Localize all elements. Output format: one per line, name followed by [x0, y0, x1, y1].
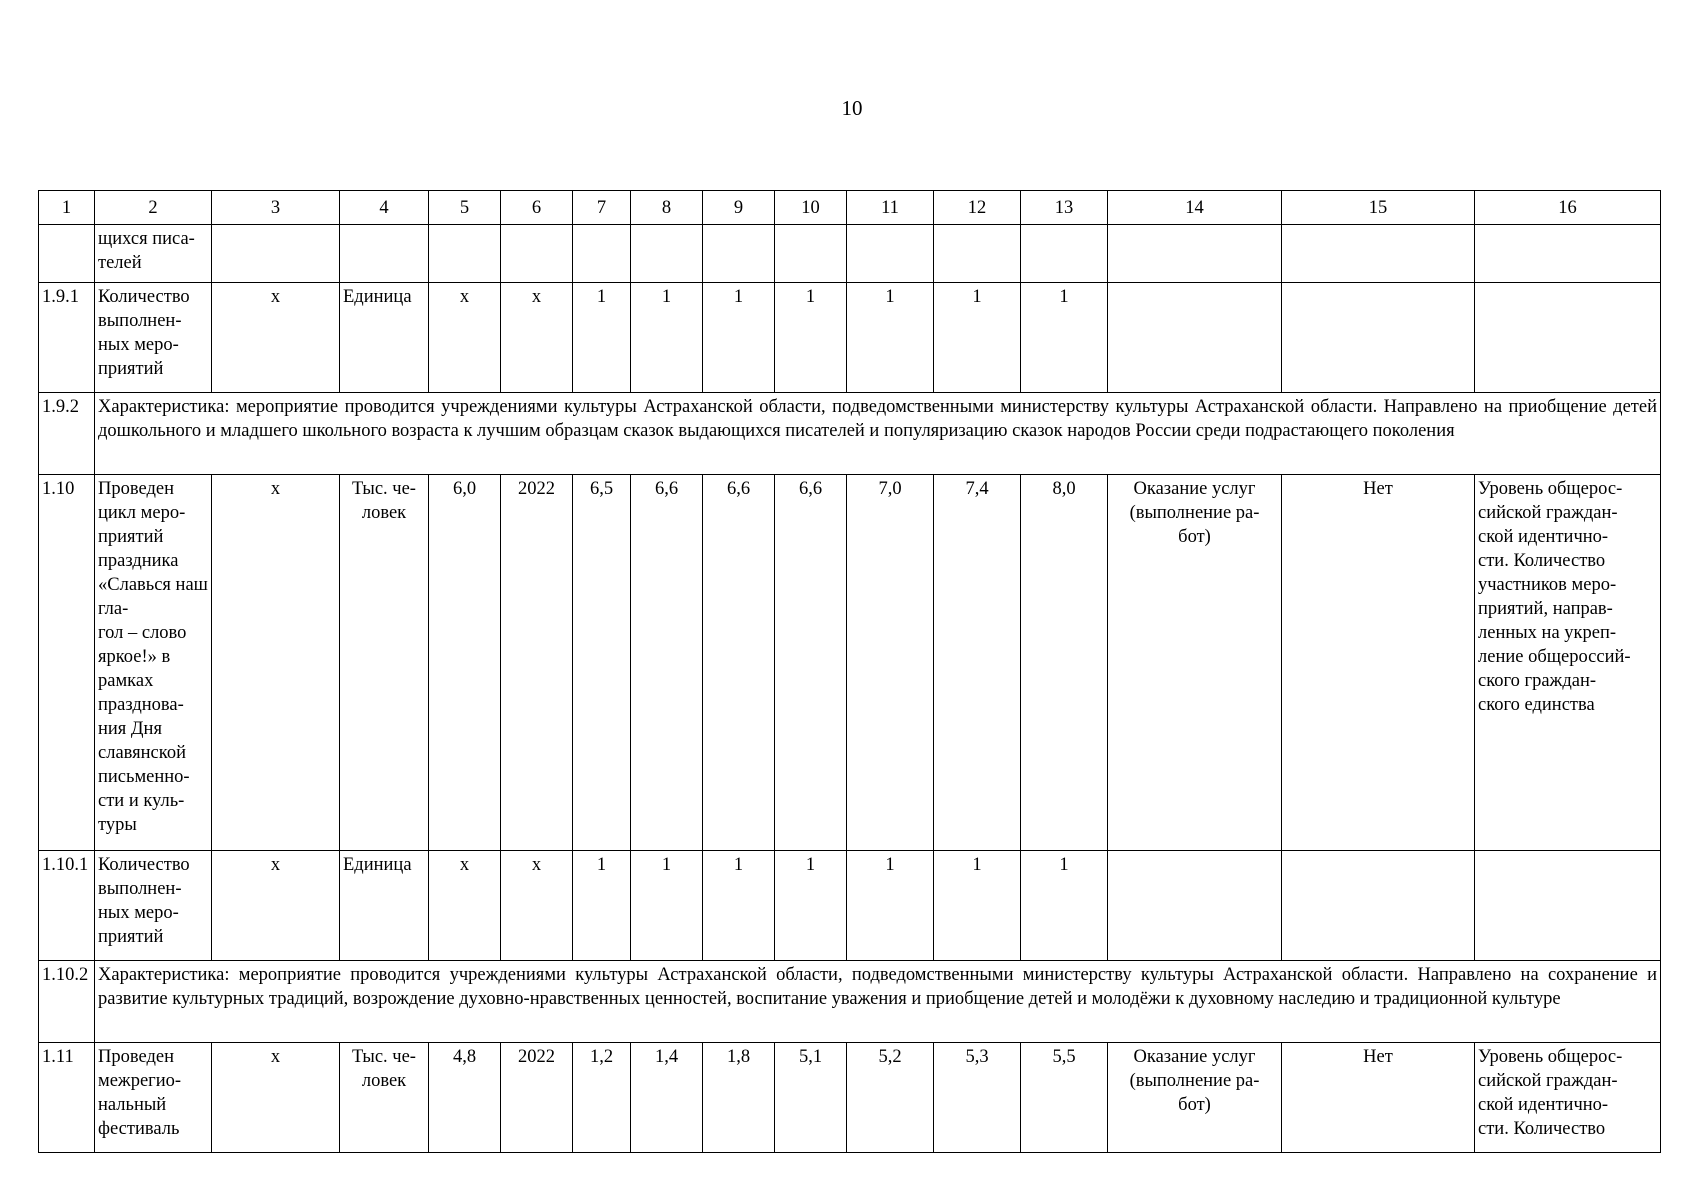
value-cell: 1: [631, 851, 703, 961]
value-cell: 7,0: [847, 475, 934, 851]
cell: Нет: [1282, 1043, 1475, 1153]
cell: x: [501, 851, 573, 961]
value-cell: 1: [1021, 283, 1108, 393]
header-cell: 16: [1475, 191, 1661, 225]
unit-cell: Тыс. че- ловек: [340, 475, 429, 851]
value-cell: 5,3: [934, 1043, 1021, 1153]
row-name: Количество выполнен- ных меро- приятий: [95, 851, 212, 961]
table-row: [39, 393, 1661, 475]
cell: x: [429, 283, 501, 393]
value-cell: 1: [847, 851, 934, 961]
row-name: щихся писа- телей: [95, 225, 212, 283]
unit-cell: Единица: [340, 851, 429, 961]
value-cell: 7,4: [934, 475, 1021, 851]
characteristic-text: Характеристика: мероприятие проводится учреждениями культуры Астраханской области, подведомственными министерству культуры Астраханской области. Направлено на приобщение детей дошкольного и младшего школьного возраста к лучшим образцам сказок выдающихся писателей и популяризацию сказок народов России среди подрастающего поколения: [95, 393, 1661, 475]
header-row: [39, 191, 1661, 225]
header-cell: 14: [1108, 191, 1282, 225]
value-cell: 1: [847, 283, 934, 393]
service-type-cell: Оказание услуг (выполнение ра- бот): [1108, 1043, 1282, 1153]
page-number: 10: [841, 96, 863, 120]
cell: 2022: [501, 475, 573, 851]
table-row: [39, 1043, 1661, 1153]
table-row: [39, 961, 1661, 1043]
row-number: 1.9.1: [39, 283, 95, 393]
cell: x: [212, 851, 340, 961]
value-cell: 1: [573, 283, 631, 393]
cell: x: [212, 283, 340, 393]
value-cell: 5,5: [1021, 1043, 1108, 1153]
header-cell: 11: [847, 191, 934, 225]
value-cell: 1,8: [703, 1043, 775, 1153]
header-cell: 3: [212, 191, 340, 225]
value-cell: 1: [703, 851, 775, 961]
header-cell: 15: [1282, 191, 1475, 225]
row-name: Количество выполнен- ных меро- приятий: [95, 283, 212, 393]
value-cell: 5,2: [847, 1043, 934, 1153]
header-cell: 8: [631, 191, 703, 225]
value-cell: 5,1: [775, 1043, 847, 1153]
value-cell: 6,6: [775, 475, 847, 851]
header-cell: 7: [573, 191, 631, 225]
header-cell: 12: [934, 191, 1021, 225]
value-cell: 1: [775, 851, 847, 961]
value-cell: 1,2: [573, 1043, 631, 1153]
header-cell: 9: [703, 191, 775, 225]
table-row: [39, 283, 1661, 393]
header-cell: 13: [1021, 191, 1108, 225]
header-cell: 6: [501, 191, 573, 225]
header-cell: 2: [95, 191, 212, 225]
cell: Нет: [1282, 475, 1475, 851]
value-cell: 1: [775, 283, 847, 393]
row-number: 1.10.1: [39, 851, 95, 961]
row-number: 1.11: [39, 1043, 95, 1153]
service-type-cell: Оказание услуг (выполнение ра- бот): [1108, 475, 1282, 851]
value-cell: 1,4: [631, 1043, 703, 1153]
cell: x: [212, 1043, 340, 1153]
row-name: Проведен межрегио- нальный фестиваль: [95, 1043, 212, 1153]
table-row: [39, 851, 1661, 961]
cell: 4,8: [429, 1043, 501, 1153]
indicators-table: [38, 190, 1661, 1153]
unit-cell: Тыс. че- ловек: [340, 1043, 429, 1153]
cell: x: [212, 475, 340, 851]
value-cell: 1: [631, 283, 703, 393]
value-cell: 6,6: [631, 475, 703, 851]
value-cell: 1: [1021, 851, 1108, 961]
cell: 2022: [501, 1043, 573, 1153]
value-cell: 1: [703, 283, 775, 393]
value-cell: 1: [934, 851, 1021, 961]
row-number: 1.9.2: [39, 393, 95, 475]
value-cell: 1: [934, 283, 1021, 393]
row-number: 1.10: [39, 475, 95, 851]
goal-indicator-cell: Уровень общерос- сийской граждан- ской идентично- сти. Количество участников меро- приятий, направ- ленных на укреп- ление общероссий- ского граждан- ского единства: [1475, 475, 1661, 851]
row-name: Проведен цикл меро- приятий праздника «Славься наш гла- гол – слово яркое!» в рамках празднова- ния Дня славянской письменно- сти и куль- туры: [95, 475, 212, 851]
table-row: [39, 475, 1661, 851]
cell: x: [429, 851, 501, 961]
value-cell: 6,6: [703, 475, 775, 851]
header-cell: 4: [340, 191, 429, 225]
header-cell: 10: [775, 191, 847, 225]
value-cell: 1: [573, 851, 631, 961]
value-cell: 8,0: [1021, 475, 1108, 851]
value-cell: 6,5: [573, 475, 631, 851]
characteristic-text: Характеристика: мероприятие проводится учреждениями культуры Астраханской области, подведомственными министерству культуры Астраханской области. Направлено на сохранение и развитие культурных традиций, возрождение духовно-нравственных ценностей, воспитание уважения и приобщение детей и молодёжи к духовному наследию и традиционной культуре: [95, 961, 1661, 1043]
cell: x: [501, 283, 573, 393]
row-number: 1.10.2: [39, 961, 95, 1043]
header-cell: 5: [429, 191, 501, 225]
cell: 6,0: [429, 475, 501, 851]
unit-cell: Единица: [340, 283, 429, 393]
table-row: [39, 225, 1661, 283]
goal-indicator-cell: Уровень общерос- сийской граждан- ской идентично- сти. Количество: [1475, 1043, 1661, 1153]
header-cell: 1: [39, 191, 95, 225]
